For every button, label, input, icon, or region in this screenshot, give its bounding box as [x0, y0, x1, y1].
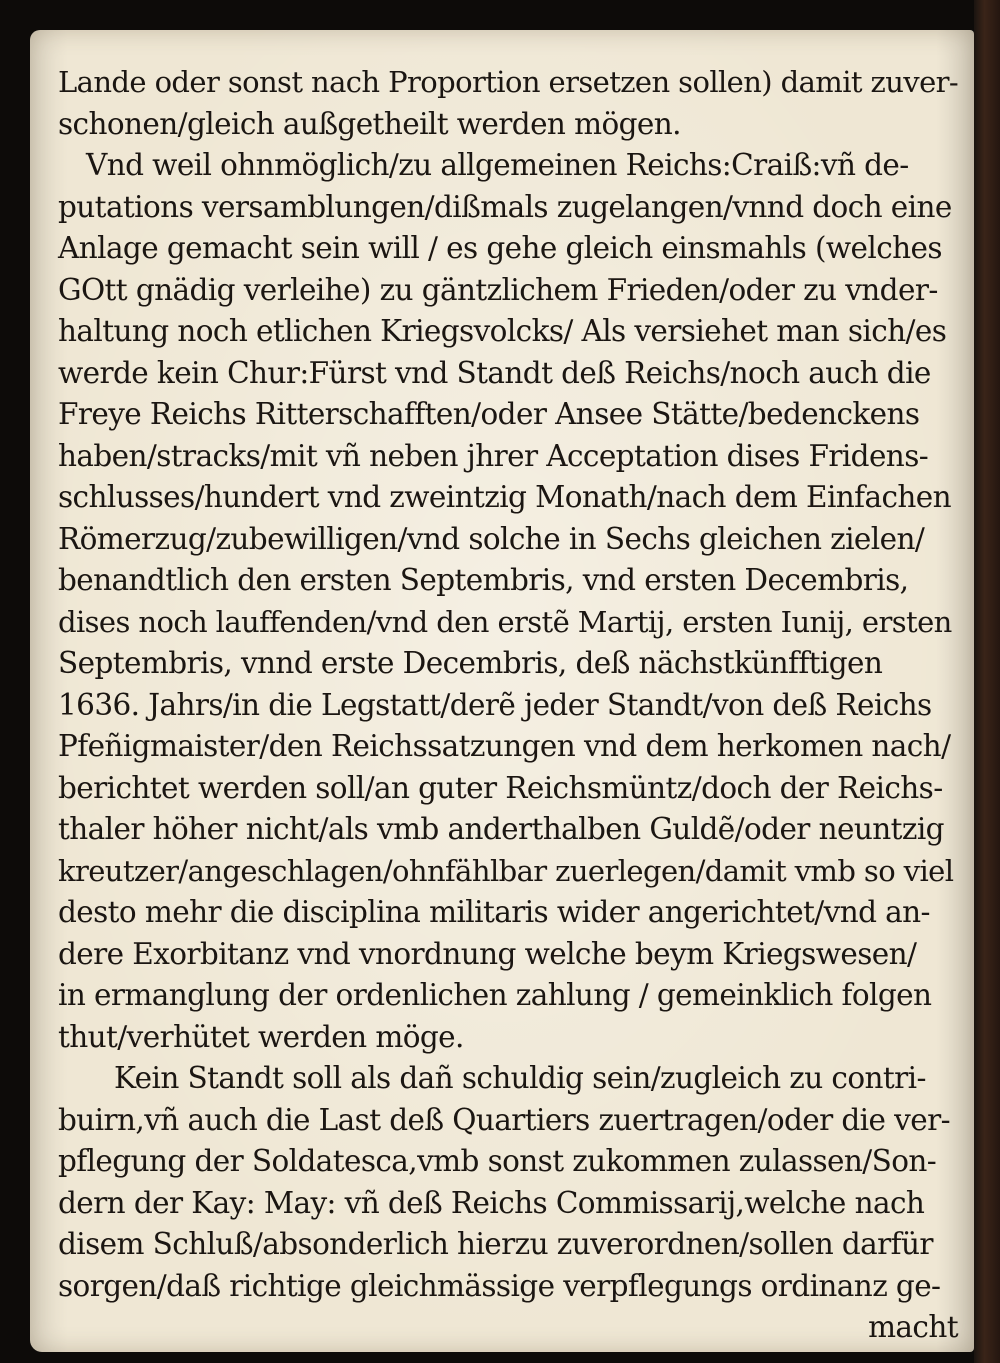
text-line: benandtlich den ersten Septembris, vnd ersten Decembris, [58, 563, 909, 597]
text-line: Römerzug/zubewilligen/vnd solche in Sechs gleichen zielen/ [58, 521, 925, 556]
text-line: Freye Reichs Ritterschafften/oder Ansee Stätte/bedenckens [58, 397, 920, 431]
text-line: desto mehr die disciplina militaris wider angerichtet/vnd an- [58, 895, 930, 929]
text-line: in ermanglung der ordenlichen zahlung / gemeinklich folgen [58, 978, 932, 1012]
text-line: haben/stracks/mit vñ neben jhrer Acceptation dises Fridens- [58, 438, 929, 473]
text-line: schlusses/hundert vnd zweintzig Monath/nach dem Einfachen [58, 480, 952, 514]
text-line: putations versamblungen/dißmals zugelangen/vnnd doch eine [58, 189, 952, 224]
text-line: Vnd weil ohnmöglich/zu allgemeinen Reichs:Craiß:vñ de- [86, 148, 909, 182]
text-line: schonen/gleich außgetheilt werden mögen. [58, 106, 681, 141]
page-text [58, 62, 958, 1349]
text-line: werde kein Chur:Fürst vnd Standt deß Reichs/noch auch die [58, 355, 931, 390]
text-line: GOtt gnädig verleihe) zu gäntzlichem Frieden/oder zu vnder- [58, 272, 938, 307]
text-line: 1636. Jahrs/in die Legstatt/derẽ jeder Standt/von deß Reichs [58, 687, 932, 722]
text-line: buirn,vñ auch die Last deß Quartiers zuertragen/oder die ver- [58, 1102, 950, 1137]
text-line: Septembris, vnnd erste Decembris, deß nächstkünfftigen [58, 646, 883, 680]
text-line: dises noch lauffenden/vnd den erstẽ Martij, ersten Iunij, ersten [58, 604, 952, 639]
text-line: kreutzer/angeschlagen/ohnfählbar zuerlegen/damit vmb so viel [58, 853, 954, 888]
text-line: sorgen/daß richtige gleichmässige verpflegungs ordinanz ge- [58, 1268, 941, 1303]
catchword: macht [868, 1310, 958, 1344]
text-line: thaler höher nicht/als vmb anderthalben Guldẽ/oder neuntzig [58, 812, 944, 846]
text-line: Kein Standt soll als dañ schuldig sein/zugleich zu contri- [114, 1061, 926, 1095]
text-line: dern der Kay: May: vñ deß Reichs Commissarij,welche nach [58, 1185, 925, 1220]
text-line: haltung noch etlichen Kriegsvolcks/ Als versiehet man sich/es [58, 314, 947, 348]
text-line: Pfeñigmaister/den Reichssatzungen vnd dem herkomen nach/ [58, 729, 951, 763]
text-line: thut/verhütet werden möge. [58, 1019, 464, 1054]
text-line: disem Schluß/absonderlich hierzu zuverordnen/sollen darfür [58, 1227, 933, 1261]
text-line: dere Exorbitanz vnd vnordnung welche beym Kriegswesen/ [58, 936, 917, 971]
book-edge [974, 0, 1000, 1363]
text-line: berichtet werden soll/an guter Reichsmüntz/doch der Reichs- [58, 770, 943, 805]
text-line: pflegung der Soldatesca,vmb sonst zukommen zulassen/Son- [58, 1144, 937, 1178]
text-line: Anlage gemacht sein will / es gehe gleich einsmahls (welches [58, 231, 942, 265]
text-line: Lande oder sonst nach Proportion ersetzen sollen) damit zuver- [58, 65, 959, 99]
